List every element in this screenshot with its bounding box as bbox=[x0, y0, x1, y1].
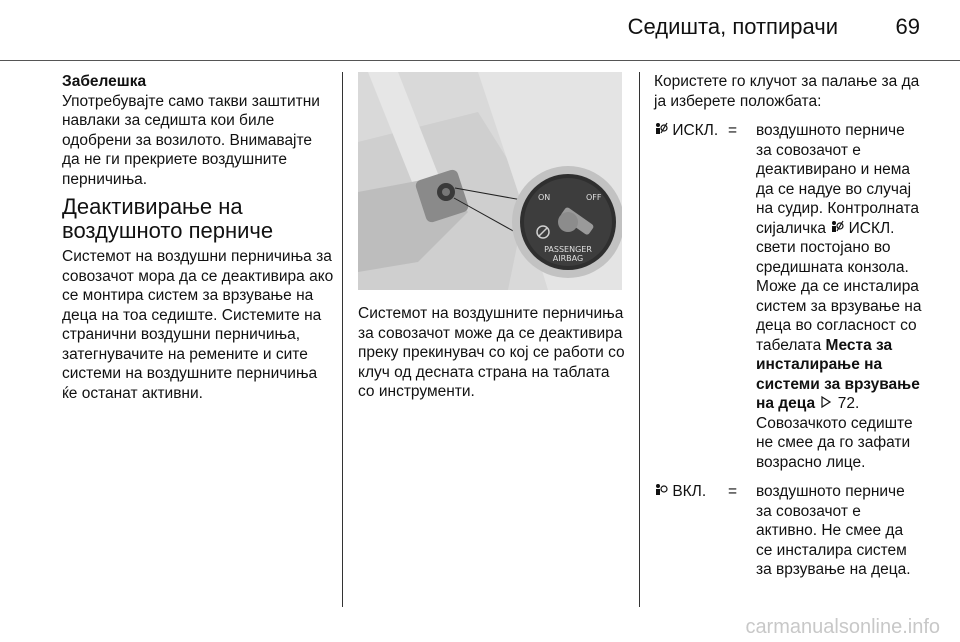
airbag-switch-figure bbox=[358, 72, 622, 290]
entry-on-description: воздушното перниче за совозачот е активно. Не смее да се инсталира систем за врзување на деца. bbox=[756, 483, 911, 578]
column-divider-left bbox=[342, 72, 343, 607]
switch-on-label: ON bbox=[538, 193, 551, 202]
switch-passenger-label: PASSENGER bbox=[544, 245, 592, 254]
entry-off-description bbox=[756, 121, 922, 472]
intro-text: Користете го клучот за палање за да ја изберете положбата: bbox=[654, 73, 920, 110]
switch-off-label: OFF bbox=[586, 193, 602, 202]
airbag-off-icon-inline bbox=[830, 220, 848, 237]
header-rule bbox=[0, 60, 960, 61]
entry-off-label-cell bbox=[654, 121, 728, 472]
page-number: 69 bbox=[895, 14, 920, 39]
entry-off bbox=[654, 121, 922, 472]
entry-off-desc-ref: 72. bbox=[837, 395, 860, 412]
entry-off-label: ИСКЛ. bbox=[672, 122, 719, 139]
entry-off-desc-2: свети постојано во средишната конзола. Може да се инсталира систем за врзување на деца во согласност со табелата bbox=[756, 239, 922, 354]
figure-caption: Системот на воздушните перничиња за совозачот може да се деактивира преку прекинувач со кој се работи со клуч од десната страна на таблата со инструменти. bbox=[358, 305, 625, 400]
note-text: Употребувајте само такви заштитни навлаки за седишта кои биле одобрени за возилото. Внимавајте да не ги прекриете воздушните перничиња. bbox=[62, 92, 320, 188]
entry-off-desc-1: воздушното перниче за совозачот е деактивирано и нема да се надуе во случај на судир. Контролната сијаличка bbox=[756, 122, 920, 237]
entry-on-label-cell bbox=[654, 482, 728, 580]
reference-arrow-icon bbox=[819, 395, 837, 412]
middle-column bbox=[358, 72, 628, 402]
entry-on-label: ВКЛ. bbox=[672, 483, 707, 500]
page-title: Седишта, потпирачи bbox=[627, 14, 838, 39]
left-column bbox=[62, 72, 334, 403]
note-title: Забелешка bbox=[62, 73, 147, 90]
airbag-on-icon bbox=[654, 483, 672, 500]
entry-off-desc-3: Совозачкото седиште не смее да го зафати возрасно лице. bbox=[756, 414, 913, 471]
entry-on bbox=[654, 482, 922, 580]
right-column bbox=[654, 72, 922, 580]
section-heading: Деактивирање на воздушното перниче bbox=[62, 194, 274, 243]
column-divider-right bbox=[639, 72, 640, 607]
entry-off-desc-link[interactable]: Места за инсталирање на системи за врзување на деца bbox=[756, 336, 920, 412]
footer-watermark: carmanualsonline.info bbox=[745, 616, 940, 638]
section-paragraph: Системот на воздушни перничиња за совозачот мора да се деактивира ако се монтира систем за врзување на деца на тоа седиште. Системите на странични воздушни перничиња, затегнувачите на ремените и сите системи на воздушните перничиња ќе останат активни. bbox=[62, 248, 334, 402]
switch-airbag-label: AIRBAG bbox=[552, 254, 584, 263]
airbag-off-icon bbox=[654, 122, 672, 139]
entry-off-desc-icon-label: ИСКЛ. bbox=[848, 219, 895, 237]
entry-off-equals: = bbox=[728, 122, 738, 139]
entry-on-equals: = bbox=[728, 483, 738, 500]
